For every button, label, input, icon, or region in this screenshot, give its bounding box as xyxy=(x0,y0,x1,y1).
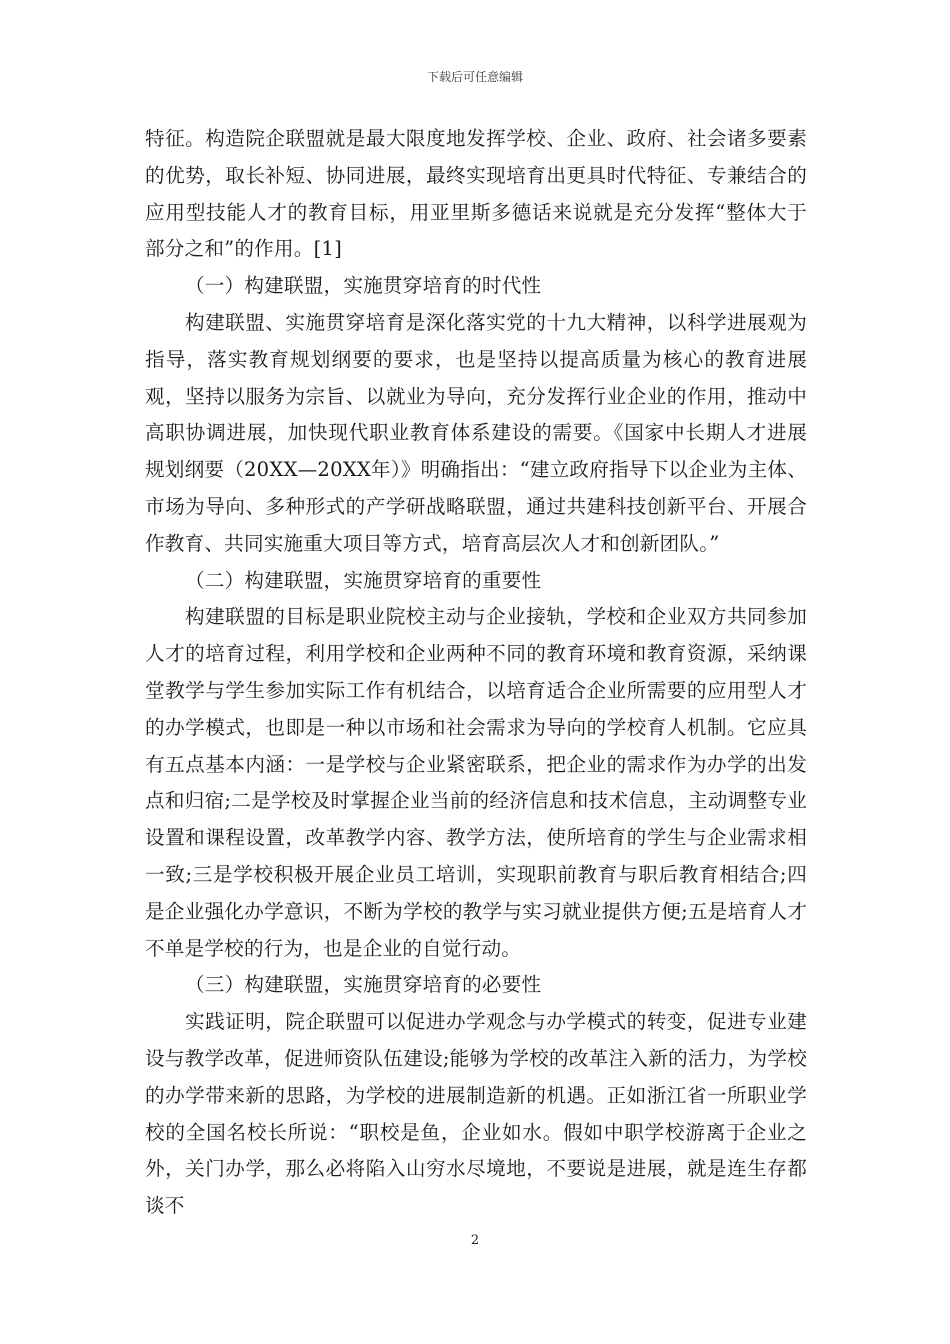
page-header: 下载后可任意编辑 xyxy=(426,70,523,84)
paragraph-4: 实践证明，院企联盟可以促进办学观念与办学模式的转变，促进专业建设与教学改革，促进师资队伍建设;能够为学校的改革注入新的活力，为学校的办学带来新的思路，为学校的进展制造新的机遇。正如浙江省一所职业学校的全国名校长所说：“职校是鱼，企业如水。假如中职学校游离于企业之外，关门办学，那么必将陷入山穷水尽境地，不要说是进展，就是连生存都谈不 xyxy=(145,1010,807,1218)
paragraph-3: 构建联盟的目标是职业院校主动与企业接轨，学校和企业双方共同参加人才的培育过程，利用学校和企业两种不同的教育环境和教育资源，采纳课堂教学与学生参加实际工作有机结合，以培育适合企业所需要的应用型人才的办学模式，也即是一种以市场和社会需求为导向的学校育人机制。它应具有五点基本内涵：一是学校与企业紧密联系，把企业的需求作为办学的出发点和归宿;二是学校及时掌握企业当前的经济信息和技术信息，主动调整专业设置和课程设置，改革教学内容、教学方法，使所培育的学生与企业需求相一致;三是学校积极开展企业员工培训，实现职前教育与职后教育相结合;四是企业强化办学意识，不断为学校的教学与实习就业提供方便;五是培育人才不单是学校的行为，也是企业的自觉行动。 xyxy=(145,605,807,960)
document-body xyxy=(145,121,807,1225)
section-heading-1: （一）构建联盟，实施贯穿培育的时代性 xyxy=(185,274,542,298)
paragraph-2: 构建联盟、实施贯穿培育是深化落实党的十九大精神，以科学进展观为指导，落实教育规划纲要的要求，也是坚持以提高质量为核心的教育进展观，坚持以服务为宗旨、以就业为导向，充分发挥行业企业的作用，推动中高职协调进展，加快现代职业教育体系建设的需要。《国家中长期人才进展规划纲要（20XX—20XX年）》明确指出：“建立政府指导下以企业为主体、市场为导向、多种形式的产学研战略联盟，通过共建科技创新平台、开展合作教育、共同实施重大项目等方式，培育高层次人才和创新团队。” xyxy=(145,310,807,555)
section-heading-3: （三）构建联盟，实施贯穿培育的必要性 xyxy=(185,973,542,997)
page-number: 2 xyxy=(470,1233,480,1248)
paragraph-1: 特征。构造院企联盟就是最大限度地发挥学校、企业、政府、社会诸多要素的优势，取长补短、协同进展，最终实现培育出更具时代特征、专兼结合的应用型技能人才的教育目标，用亚里斯多德话来说就是充分发挥“整体大于部分之和”的作用。[1] xyxy=(145,127,807,261)
section-heading-2: （二）构建联盟，实施贯穿培育的重要性 xyxy=(185,568,542,592)
